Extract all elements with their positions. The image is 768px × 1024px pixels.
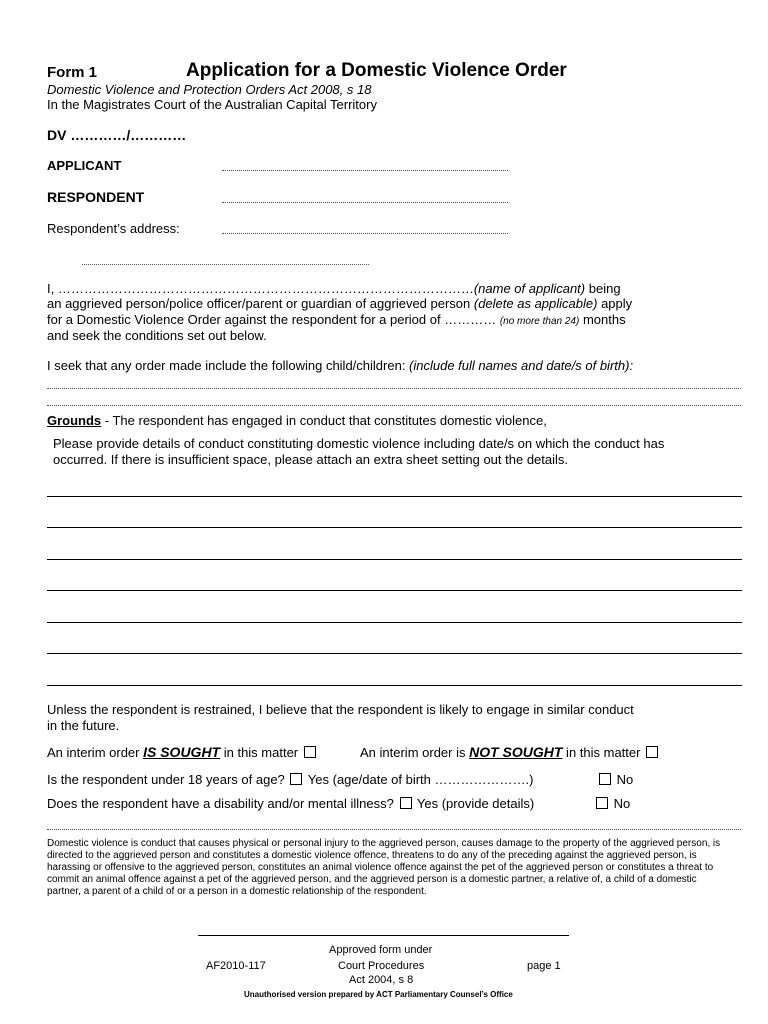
interim-sought-option: An interim order IS SOUGHT in this matter <box>47 744 318 760</box>
page-number: page 1 <box>527 960 561 972</box>
children-field-line2[interactable] <box>47 405 741 406</box>
approved-line3: Act 2004, s 8 <box>349 974 414 986</box>
declaration-line2: an aggrieved person/police officer/parent or guardian of aggrieved person (delete as applicable) apply <box>47 296 633 311</box>
court-name: In the Magistrates Court of the Australian Capital Territory <box>47 97 377 112</box>
declaration-line1: I, ……………………………………………………………………………………(name of applicant) being <box>47 281 621 296</box>
interim-not-sought-option: An interim order is NOT SOUGHT in this matter <box>360 744 660 760</box>
grounds-heading: Grounds - The respondent has engaged in conduct that constitutes domestic violence, <box>47 413 547 428</box>
dv-number-field[interactable]: DV …………/………… <box>47 127 187 143</box>
applicant-label: APPLICANT <box>47 158 122 173</box>
disability-no-checkbox[interactable] <box>596 797 608 809</box>
grounds-instructions-1: Please provide details of conduct constituting domestic violence including date/s on which the conduct has <box>53 436 665 451</box>
grounds-line[interactable] <box>47 496 742 497</box>
grounds-line[interactable] <box>47 527 742 528</box>
grounds-line[interactable] <box>47 653 742 654</box>
respondent-field[interactable] <box>222 202 508 203</box>
under-18-no-checkbox[interactable] <box>599 773 611 785</box>
address-field-line1[interactable] <box>222 233 508 234</box>
question-disability: Does the respondent have a disability and/or mental illness? Yes (provide details) <box>47 796 535 811</box>
form-code: AF2010-117 <box>206 960 266 972</box>
approved-line1: Approved form under <box>329 944 433 956</box>
interim-not-sought-checkbox[interactable] <box>646 746 658 758</box>
restrain-statement-1: Unless the respondent is restrained, I believe that the respondent is likely to engage in similar conduct <box>47 702 634 717</box>
grounds-line[interactable] <box>47 559 742 560</box>
under-18-no-option: No <box>597 772 633 787</box>
applicant-name-field[interactable]: I, …………………………………………………………………………………… <box>47 281 474 296</box>
declaration-line4: and seek the conditions set out below. <box>47 328 267 343</box>
divider <box>47 829 741 830</box>
grounds-instructions-2: occurred. If there is insufficient space, please attach an extra sheet setting out the details. <box>53 452 569 467</box>
unauthorised-notice: Unauthorised version prepared by ACT Parliamentary Counsel’s Office <box>244 990 513 999</box>
address-field-line2[interactable] <box>82 264 369 265</box>
domestic-violence-definition: Domestic violence is conduct that causes physical or personal injury to the aggrieved person, causes damage to the property of the aggrieved person, is directed to the aggrieved person and constitutes a domestic violence offence, threatens to do any of the preceding against the aggrieved person, is harassing or offensive to the aggrieved person, constitutes an animal violence offence against the pet of the aggrieved person or constitutes a threat to commit an animal offence against a pet of the aggrieved person, and the aggrieved person is a domestic partner, a relative of, a child of a domestic partner, a parent of a child of or a person in a domestic relationship of the respondent. <box>47 838 721 897</box>
address-label: Respondent’s address: <box>47 221 180 236</box>
under-18-yes-checkbox[interactable] <box>290 773 302 785</box>
order-period-field[interactable]: for a Domestic Violence Order against the respondent for a period of ………… <box>47 312 500 327</box>
respondent-label: RESPONDENT <box>47 189 145 205</box>
grounds-line[interactable] <box>47 622 742 623</box>
approved-line2: Court Procedures <box>338 960 425 972</box>
restrain-statement-2: in the future. <box>47 718 120 733</box>
grounds-line[interactable] <box>47 685 742 686</box>
applicant-field[interactable] <box>222 170 508 171</box>
name-hint: (name of applicant) <box>473 281 586 296</box>
children-field-line1[interactable] <box>47 388 741 389</box>
disability-no-option: No <box>594 796 630 811</box>
form-title: Application for a Domestic Violence Order <box>186 60 567 81</box>
declaration-line3: for a Domestic Violence Order against the respondent for a period of ………… (no more than 24) months <box>47 312 626 327</box>
age-dob-field[interactable]: Yes (age/date of birth ………………….) <box>307 772 534 787</box>
form-number: Form 1 <box>47 64 98 81</box>
interim-sought-checkbox[interactable] <box>304 746 316 758</box>
act-reference: Domestic Violence and Protection Orders Act 2008, s 18 <box>47 82 372 97</box>
footer-divider <box>198 935 569 936</box>
disability-yes-checkbox[interactable] <box>400 797 412 809</box>
question-under-18: Is the respondent under 18 years of age? Yes (age/date of birth ………………….) <box>47 772 534 787</box>
grounds-line[interactable] <box>47 590 742 591</box>
children-prompt: I seek that any order made include the following child/children: (include full names and date/s of birth): <box>47 358 634 373</box>
